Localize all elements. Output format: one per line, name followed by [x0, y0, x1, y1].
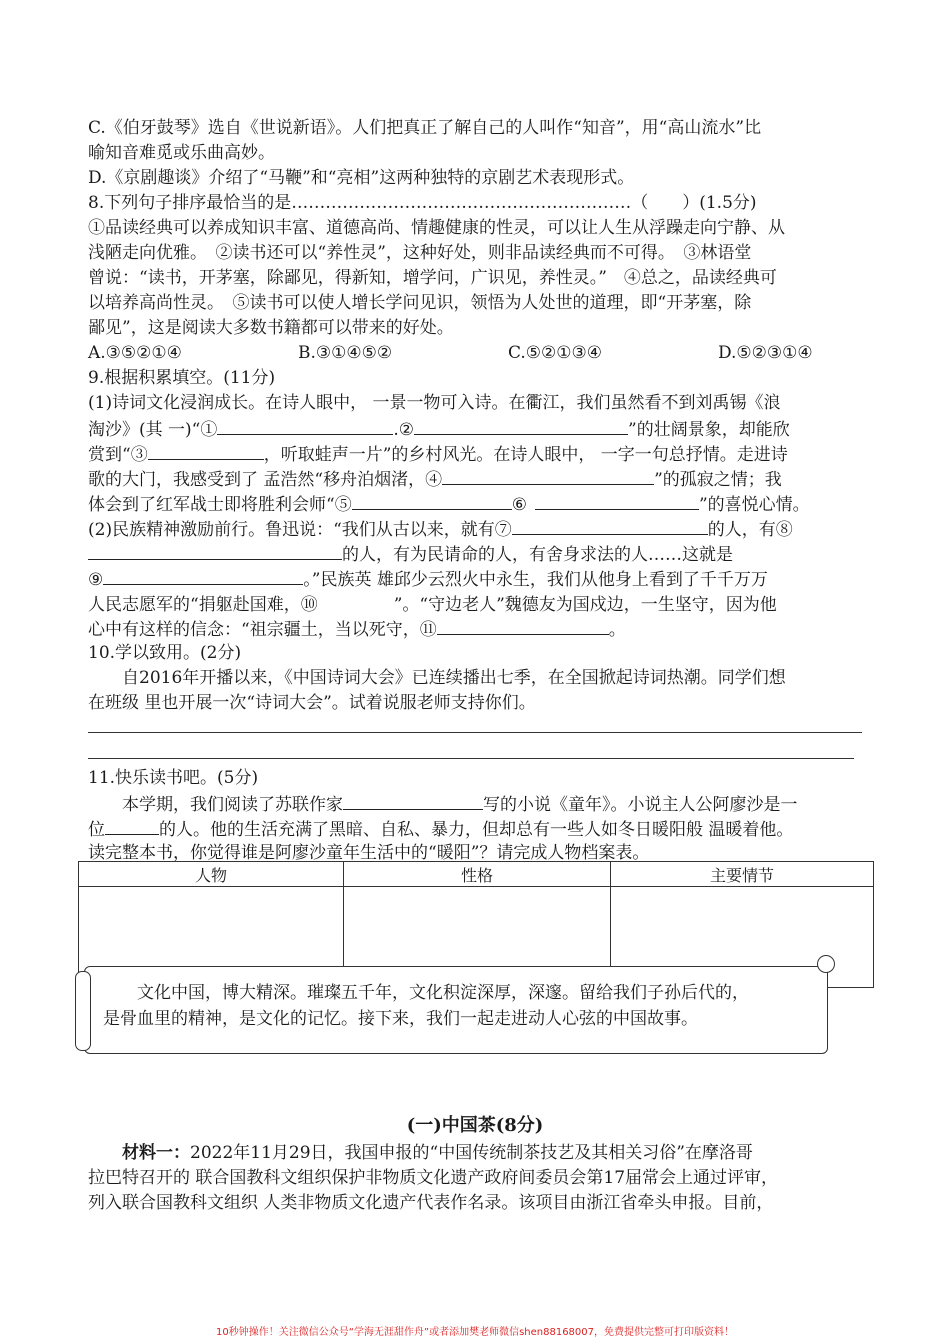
- blank-3[interactable]: [148, 441, 264, 460]
- q9-line: [88, 516, 793, 542]
- q11-line: [88, 816, 793, 842]
- material-label: 材料一：: [122, 1143, 190, 1163]
- q11-text: 本学期，我们阅读了苏联作家: [122, 795, 343, 815]
- blank-character[interactable]: [105, 816, 159, 835]
- q9-text: 淘沙》(其 一)“①: [88, 420, 218, 440]
- q9-line: [88, 566, 768, 592]
- q8-option-d[interactable]: D.⑤②③①④: [718, 343, 813, 363]
- q9-text: 人民志愿军的“捐躯赴国难，⑩: [88, 595, 318, 615]
- q9-text: ”。“守边老人”魏德友为国戍边，一生坚守，因为他: [393, 595, 777, 615]
- scroll-banner: [84, 966, 828, 1054]
- q10-prompt: 自2016年开播以来，《中国诗词大会》已连续播出七季，在全国掀起诗词热潮。同学们想: [122, 668, 786, 688]
- q9-text: 。: [608, 620, 626, 640]
- scroll-text: 文化中国，博大精深。璀璨五千年，文化积淀深厚，深邃。留给我们子孙后代的，: [137, 983, 749, 1003]
- q8-sentence-line: 鄙见”，这是阅读大多数书籍都可以带来的好处。: [88, 318, 454, 338]
- q8-sentence-line: ①品读经典可以养成知识丰富、道德高尚、情趣健康的性灵，可以让人生从浮躁走向宁静、从: [88, 218, 785, 238]
- q9-text: ，听取蛙声一片”的乡村风光。在诗人眼中， 一字一句总抒情。走进诗: [263, 445, 788, 465]
- q7-option-c-line1: C.《伯牙鼓琴》选自《世说新语》。人们把真正了解自己的人叫作“知音”，用“高山流水”比: [88, 118, 762, 138]
- q11-title: 11.快乐读书吧。(5分): [88, 768, 259, 788]
- blank-6[interactable]: [535, 491, 699, 510]
- q11-line: 读完整本书，你觉得谁是阿廖沙童年生活中的“暖阳”？请完成人物档案表。: [88, 843, 650, 863]
- q8-option-b[interactable]: B.③①④⑤②: [298, 343, 393, 363]
- q9-line: [88, 466, 782, 492]
- material-text: 2022年11月29日，我国申报的“中国传统制茶技艺及其相关习俗”在摩洛哥: [190, 1143, 753, 1163]
- q9-text: 歌的大门，我感受到了 孟浩然“移舟泊烟渚，④: [88, 470, 443, 490]
- scroll-text: 是骨血里的精神，是文化的记忆。接下来，我们一起走进动人心弦的中国故事。: [103, 1009, 698, 1029]
- table-header-plot: 主要情节: [611, 862, 874, 887]
- q9-text: 体会到了红军战士即将胜利会师“⑤: [88, 495, 352, 515]
- q8-sentence-line: 以培养高尚性灵。 ⑤读书可以使人增长学问见识，领悟为人处世的道理，即“开茅塞，除: [88, 293, 752, 313]
- q7-option-c-line2: 喻知音难觅或乐曲高妙。: [88, 143, 275, 163]
- q9-line: [88, 616, 626, 642]
- q9-text: ⑥: [511, 495, 527, 515]
- q9-text: ”的壮阔景象，却能欣: [628, 420, 790, 440]
- q11-line: [122, 791, 798, 817]
- q9-text: ⑨: [88, 570, 104, 590]
- q8-option-a[interactable]: A.③⑤②①④: [88, 343, 182, 363]
- q9-text: (2)民族精神激励前行。鲁迅说：“我们从古以来，就有⑦: [88, 520, 512, 540]
- q9-line: [88, 541, 733, 567]
- q9-text: 。”民族英 雄邱少云烈火中永生，我们从他身上看到了千千万万: [303, 570, 768, 590]
- q10-prompt: 在班级 里也开展一次“诗词大会”。试着说服老师支持你们。: [88, 693, 536, 713]
- blank-5[interactable]: [352, 491, 512, 510]
- q9-text: .②: [393, 420, 415, 440]
- q8-stem: 8.下列句子排序最恰当的是……………………………………………………（ ）(1.5分): [88, 193, 757, 213]
- blank-10[interactable]: [318, 591, 394, 610]
- q8-sentence-line: 曾说：“读书，开茅塞，除鄙见，得新知，增学问，广识见，养性灵。” ④总之，品读经典可: [88, 268, 777, 288]
- q9-text: 的人，有⑧: [707, 520, 793, 540]
- q9-text: 的人，有为民请命的人，有舍身求法的人……这就是: [342, 545, 733, 565]
- q8-option-c[interactable]: C.⑤②①③④: [508, 343, 603, 363]
- blank-8[interactable]: [88, 541, 342, 560]
- q9-line: [88, 491, 810, 517]
- scroll-curl-icon: [75, 971, 91, 1051]
- scroll-curl-icon: [817, 955, 835, 973]
- q8-sentence-line: 浅陋走向优雅。 ②读书还可以“养性灵”，这种好处，则非品读经典而不可得。 ③林语堂: [88, 243, 752, 263]
- q9-line: [88, 441, 788, 467]
- table-header-character: 人物: [79, 862, 344, 887]
- blank-7[interactable]: [512, 516, 708, 535]
- q11-text: 位: [88, 820, 105, 840]
- q9-text: 心中有这样的信念：“祖宗疆土，当以死守，⑪: [88, 620, 437, 640]
- answer-line[interactable]: [88, 732, 862, 733]
- blank-4[interactable]: [442, 466, 654, 485]
- q9-title: 9.根据积累填空。(11分): [88, 368, 276, 388]
- blank-2[interactable]: [414, 416, 628, 435]
- section-title: (一)中国茶(8分): [406, 1115, 544, 1136]
- q9-line: (1)诗词文化浸润成长。在诗人眼中， 一景一物可入诗。在衢江，我们虽然看不到刘禹锡《浪: [88, 393, 781, 413]
- q11-text: 写的小说《童年》。小说主人公阿廖沙是一: [483, 795, 798, 815]
- q7-option-d: D.《京剧趣谈》介绍了“马鞭”和“亮相”这两种独特的京剧艺术表现形式。: [88, 168, 635, 188]
- q9-text: ”的喜悦心情。: [698, 495, 810, 515]
- blank-9[interactable]: [103, 566, 303, 585]
- q9-line: [88, 416, 790, 442]
- material-line: 列入联合国教科文组织 人类非物质文化遗产代表作名录。该项目由浙江省牵头申报。目前，: [88, 1193, 774, 1213]
- blank-11[interactable]: [437, 616, 609, 635]
- q11-text: 的人。他的生活充满了黑暗、自私、暴力，但却总有一些人如冬日暖阳般 温暖着他。: [159, 820, 794, 840]
- material-line: [122, 1141, 753, 1165]
- q9-text: ”的孤寂之情；我: [654, 470, 782, 490]
- blank-1[interactable]: [217, 416, 393, 435]
- blank-author[interactable]: [343, 791, 483, 810]
- answer-line[interactable]: [88, 758, 854, 759]
- q10-title: 10.学以致用。(2分): [88, 643, 242, 663]
- material-line: 拉巴特召开的 联合国教科文组织保护非物质文化遗产政府间委员会第17届常会上通过评审，: [88, 1168, 779, 1188]
- q9-text: 赏到“③: [88, 445, 148, 465]
- table-header-personality: 性格: [344, 862, 611, 887]
- q9-line: [88, 591, 777, 617]
- footer-notice: 10秒钟操作！关注微信公众号“学海无涯甜作舟”或者添加樊老师微信shen88168007，免费提供完整可打印版资料！: [215, 1327, 735, 1338]
